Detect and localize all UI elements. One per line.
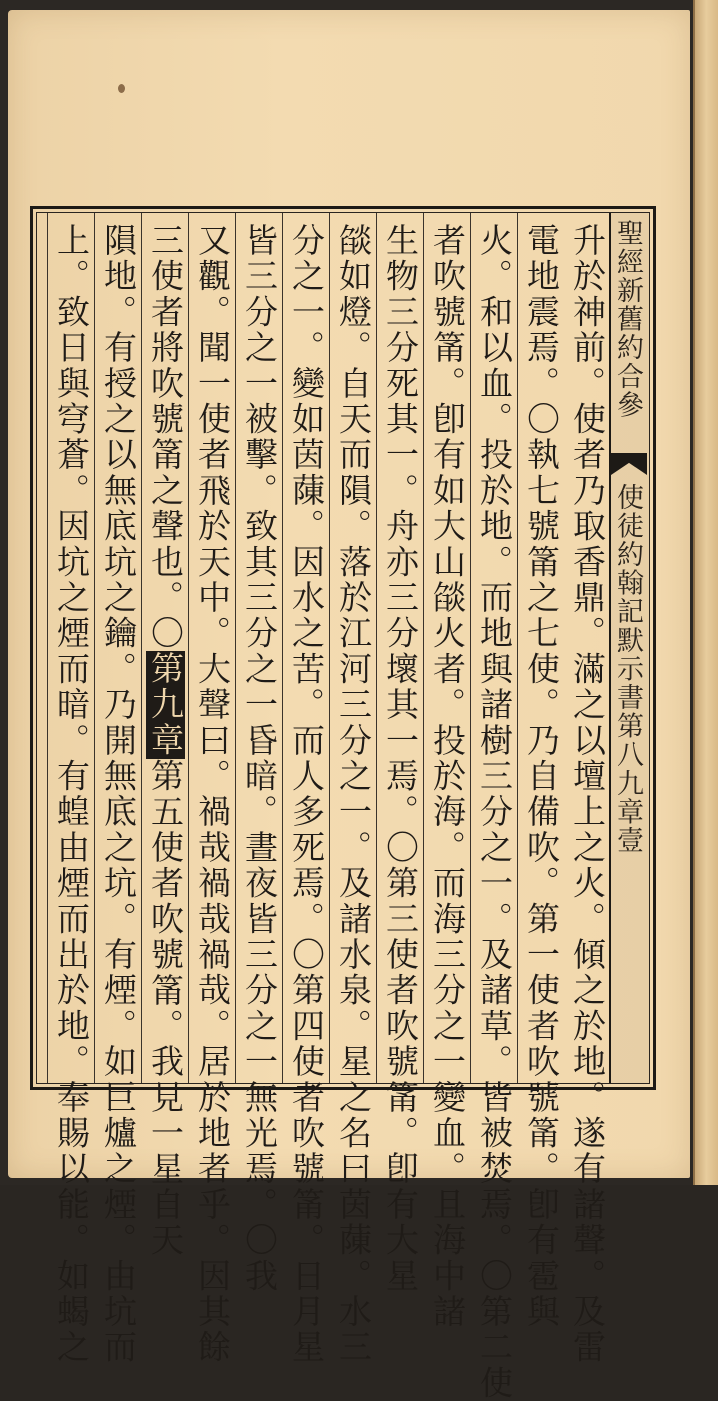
column-text: 火。和以血。投於地。而地與諸樹三分之一。及諸草。皆被焚焉。〇第二使 bbox=[475, 223, 514, 1401]
column-text: 燄如燈。自天而隕。落於江河三分之一。及諸水泉。星之名曰茵蔯。水三 bbox=[334, 223, 373, 1366]
text-column bbox=[235, 213, 282, 1294]
column-text: 者吹號筩。卽有如大山燄火者。投於海。而海三分之一變血。且海中諸 bbox=[428, 223, 467, 1330]
margin-book-title: 聖經新舊約合參 bbox=[612, 219, 643, 420]
column-text: 皆三分之一被擊。致其三分之一昏暗。晝夜皆三分之一無光焉。〇我 bbox=[240, 223, 279, 1294]
fish-tail-mark bbox=[611, 453, 647, 475]
column-text: 電地震焉。〇執七號筩之七使。乃自備吹。第一使者吹號筩。卽有雹與 bbox=[522, 223, 561, 1330]
text-column bbox=[470, 213, 517, 1401]
text-column bbox=[141, 213, 188, 1259]
text-column bbox=[94, 213, 141, 1366]
text-block-inner-frame bbox=[36, 212, 650, 1401]
chapter-marker: 第九章 bbox=[146, 651, 185, 759]
text-column bbox=[564, 213, 611, 1366]
margin-section-label: 使徒約翰記默示書第八九章 bbox=[612, 483, 643, 827]
text-column bbox=[188, 213, 235, 1366]
margin-folio: 壹 bbox=[612, 826, 643, 855]
text-column bbox=[517, 213, 564, 1330]
column-text: 分之一。變如茵蔯。因水之苦。而人多死焉。〇第四使者吹號筩。日月星 bbox=[287, 223, 326, 1366]
text-column bbox=[376, 213, 423, 1294]
adjacent-page-edge bbox=[693, 0, 718, 1185]
column-text: 升於神前。使者乃取香鼎。滿之以壇上之火。傾之於地。遂有諸聲。及雷 bbox=[568, 223, 607, 1366]
margin-section-title bbox=[613, 483, 641, 855]
column-text: 三使者將吹號筩之聲也。〇第九章第五使者吹號筩。我見一星自天 bbox=[146, 223, 185, 1259]
text-column bbox=[423, 213, 470, 1330]
column-text: 生物三分死其一。舟亦三分壞其一焉。〇第三使者吹號筩。卽有大星 bbox=[381, 223, 420, 1294]
column-text: 又觀。聞一使者飛於天中。大聲曰。禍哉禍哉禍哉。居於地者乎。因其餘 bbox=[193, 223, 232, 1366]
column-text: 隕地。有授之以無底坑之鑰。乃開無底之坑。有煙。如巨爐之煙。由坑而 bbox=[99, 223, 138, 1366]
text-block-frame bbox=[30, 206, 656, 1401]
text-column bbox=[329, 213, 376, 1366]
text-column bbox=[282, 213, 329, 1366]
ink-stain bbox=[118, 84, 125, 93]
text-column bbox=[47, 213, 94, 1366]
text-columns bbox=[37, 213, 609, 1401]
column-text: 上。致日與穹蒼。因坑之煙而暗。有蝗由煙而出於地。奉賜以能。如蝎之 bbox=[52, 223, 91, 1366]
block-center-margin bbox=[609, 213, 649, 1083]
